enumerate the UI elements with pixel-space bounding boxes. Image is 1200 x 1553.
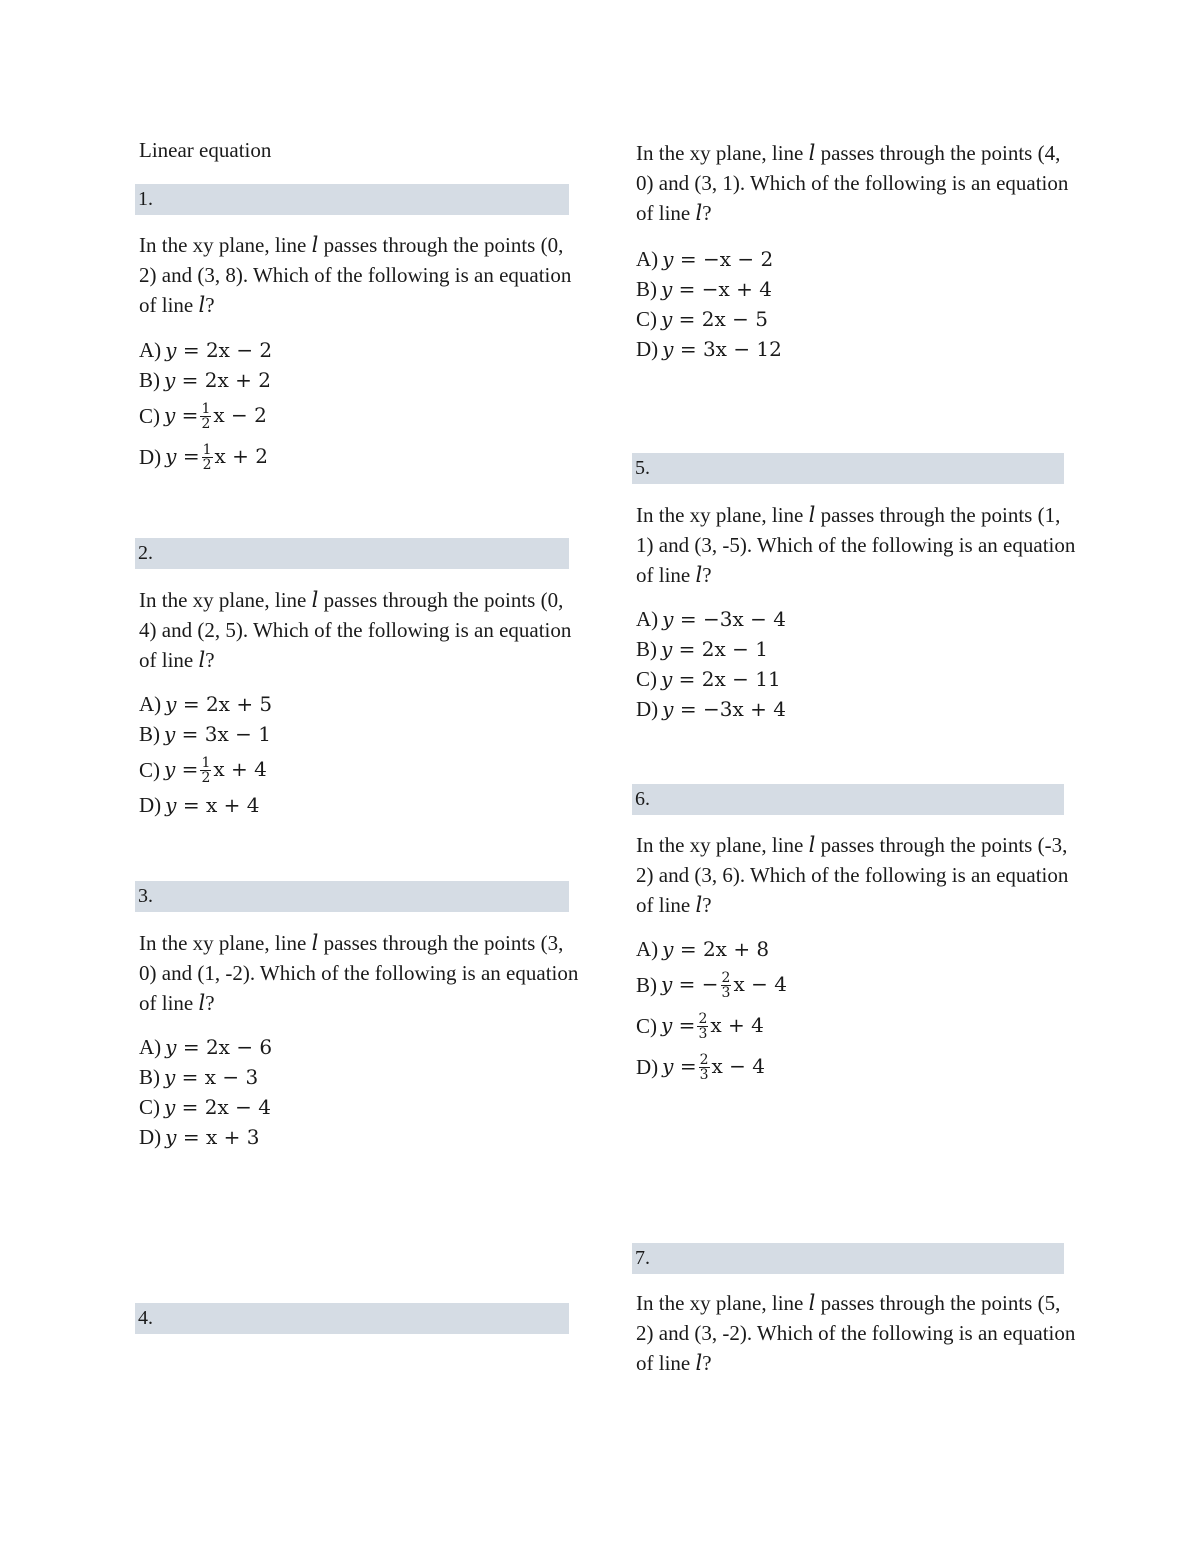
equation-lhs: y	[164, 1065, 176, 1089]
question-text-middle: passes through the points	[815, 503, 1038, 527]
choices-1	[139, 335, 272, 477]
choice-equation	[165, 1122, 259, 1152]
question-number: 1.	[138, 188, 153, 210]
fraction-numerator: 2	[698, 1011, 708, 1027]
choice-label: A)	[636, 247, 659, 271]
choice-label: C)	[636, 1013, 657, 1038]
question-number: 2.	[138, 542, 153, 564]
choice-equation	[662, 1051, 765, 1082]
fraction-numerator: 1	[201, 401, 211, 417]
question-text-2	[139, 585, 579, 675]
choice-equation	[662, 334, 782, 364]
equation-lhs: y	[661, 307, 673, 331]
choice-label: C)	[636, 307, 657, 331]
question-text-4	[636, 138, 1076, 228]
equation-lhs: y	[661, 637, 673, 661]
answer-choice	[139, 1032, 272, 1062]
question-header-5	[632, 453, 1064, 484]
question-text-and: and	[156, 618, 198, 642]
equation-lhs: y	[165, 692, 177, 716]
choice-label: B)	[139, 722, 160, 746]
choice-label: A)	[139, 338, 162, 362]
question-text-prefix: In the xy plane, line	[139, 588, 312, 612]
answer-choice	[636, 664, 786, 694]
question-header-6	[632, 784, 1064, 815]
choice-equation	[165, 790, 259, 820]
choices-6	[636, 934, 787, 1087]
question-text-middle: passes through the points	[318, 233, 541, 257]
choice-equation	[164, 400, 267, 431]
question-text-middle: passes through the points	[318, 588, 541, 612]
fraction-numerator: 2	[721, 970, 731, 986]
answer-choice	[636, 304, 782, 334]
equation-rest: x + 4	[213, 757, 267, 781]
fraction	[202, 443, 213, 472]
question-text-5	[636, 500, 1076, 590]
question-text-prefix: In the xy plane, line	[139, 931, 312, 955]
question-text-prefix: In the xy plane, line	[636, 833, 809, 857]
question-number: 3.	[138, 885, 153, 907]
answer-choice	[139, 749, 272, 790]
line-variable: l	[695, 563, 703, 587]
equation-equals: =	[679, 1054, 697, 1078]
choice-equation	[164, 754, 267, 785]
question-number: 7.	[635, 1247, 650, 1269]
choice-equation	[661, 1010, 764, 1041]
equation-lhs: y	[165, 338, 177, 362]
answer-choice	[139, 689, 272, 719]
question-text-end: ?	[205, 648, 215, 672]
choice-label: D)	[139, 1125, 162, 1149]
question-text-and: and	[156, 961, 198, 985]
fraction	[721, 971, 732, 1000]
equation-lhs: y	[661, 1013, 673, 1037]
question-text-middle: passes through the points	[318, 931, 541, 955]
line-variable: l	[311, 588, 319, 612]
choice-equation	[164, 1062, 258, 1092]
line-variable: l	[198, 648, 206, 672]
line-variable: l	[311, 233, 319, 257]
question-header-7	[632, 1243, 1064, 1274]
equation-rest: x − 2	[213, 403, 267, 427]
question-text-suffix: . Which of the following is an equation of line	[636, 171, 1069, 225]
answer-choice	[636, 934, 787, 964]
choice-equation	[662, 604, 786, 634]
equation-rest: x − 4	[711, 1054, 766, 1078]
choice-equation	[165, 689, 272, 719]
choice-label: A)	[139, 1035, 162, 1059]
equation-rhs: = 2x + 2	[181, 368, 271, 392]
fraction-denominator: 2	[201, 770, 211, 786]
answer-choice	[139, 1092, 272, 1122]
choice-label: B)	[636, 637, 657, 661]
point-1: (1, 1)	[636, 503, 1061, 557]
document-title: Linear equation	[139, 138, 272, 162]
choice-equation	[165, 1032, 272, 1062]
equation-rhs: = 2x − 1	[678, 637, 768, 661]
answer-choice	[139, 395, 272, 436]
choice-label: C)	[636, 667, 657, 691]
fraction-denominator: 3	[721, 985, 731, 1001]
question-text-and: and	[653, 171, 695, 195]
answer-choice	[636, 634, 786, 664]
answer-choice	[636, 1005, 787, 1046]
choice-label: D)	[636, 697, 659, 721]
point-1: (4, 0)	[636, 141, 1061, 195]
line-variable: l	[808, 1291, 816, 1315]
choice-label: C)	[139, 757, 160, 782]
question-text-and: and	[653, 533, 695, 557]
point-2: (3, 6)	[694, 863, 740, 887]
choice-equation	[164, 719, 271, 749]
answer-choice	[636, 604, 786, 634]
equation-rhs: = 2x − 2	[182, 338, 273, 362]
point-2: (3, 8)	[197, 263, 243, 287]
question-text-middle: passes through the points	[815, 141, 1038, 165]
equation-lhs: y	[661, 667, 673, 691]
equation-rhs: = x − 3	[181, 1065, 259, 1089]
answer-choice	[139, 719, 272, 749]
question-header-3	[135, 881, 569, 912]
choice-label: A)	[139, 692, 162, 716]
fraction-numerator: 1	[202, 442, 212, 458]
answer-choice	[636, 694, 786, 724]
fraction-denominator: 3	[699, 1067, 709, 1083]
question-text-suffix: . Which of the following is an equation of line	[139, 961, 579, 1015]
choice-equation	[662, 934, 769, 964]
question-header-4	[135, 1303, 569, 1334]
equation-lhs: y	[165, 793, 177, 817]
equation-lhs: y	[661, 277, 673, 301]
equation-lhs: y	[165, 1125, 177, 1149]
equation-lhs: y	[164, 403, 176, 427]
choice-equation	[165, 441, 268, 472]
question-text-prefix: In the xy plane, line	[636, 141, 809, 165]
choice-equation	[662, 244, 773, 274]
answer-choice	[139, 1122, 272, 1152]
question-text-3	[139, 928, 579, 1018]
choice-label: A)	[636, 937, 659, 961]
line-variable: l	[311, 931, 319, 955]
choice-label: B)	[636, 972, 657, 997]
choice-equation	[661, 664, 781, 694]
choice-equation	[165, 335, 272, 365]
point-2: (1, -2)	[197, 961, 250, 985]
question-number: 5.	[635, 457, 650, 479]
line-variable: l	[198, 293, 206, 317]
fraction-denominator: 3	[698, 1026, 708, 1042]
choice-equation	[661, 634, 768, 664]
question-header-2	[135, 538, 569, 569]
answer-choice	[636, 1046, 787, 1087]
line-variable: l	[808, 141, 816, 165]
answer-choice	[139, 335, 272, 365]
equation-lhs: y	[164, 368, 176, 392]
equation-rest: x + 4	[710, 1013, 764, 1037]
question-text-suffix: . Which of the following is an equation of line	[139, 618, 572, 672]
choice-equation	[164, 1092, 271, 1122]
question-number: 6.	[635, 788, 650, 810]
choice-label: B)	[139, 368, 160, 392]
choice-label: C)	[139, 1095, 160, 1119]
equation-rest: x − 4	[733, 972, 787, 996]
line-variable: l	[198, 991, 206, 1015]
question-text-and: and	[653, 863, 695, 887]
point-1: (0, 2)	[139, 233, 564, 287]
equation-equals: =	[182, 444, 200, 468]
choice-equation	[661, 969, 787, 1000]
equation-equals: =	[678, 1013, 696, 1037]
choice-label: D)	[139, 444, 162, 469]
question-text-end: ?	[702, 1351, 712, 1375]
question-text-suffix: . Which of the following is an equation of line	[636, 863, 1069, 917]
line-variable: l	[695, 1351, 703, 1375]
equation-rhs: = 2x − 4	[181, 1095, 271, 1119]
equation-rhs: = x + 4	[182, 793, 260, 817]
answer-choice	[139, 790, 272, 820]
fraction	[699, 1053, 710, 1082]
choices-4	[636, 244, 782, 364]
choice-label: A)	[636, 607, 659, 631]
choice-equation	[661, 274, 772, 304]
equation-rhs: = −x + 4	[678, 277, 773, 301]
equation-lhs: y	[164, 1095, 176, 1119]
equation-equals: =	[181, 757, 199, 781]
equation-lhs: y	[662, 607, 674, 631]
question-text-prefix: In the xy plane, line	[139, 233, 312, 257]
point-1: (0, 4)	[139, 588, 564, 642]
fraction-numerator: 1	[201, 755, 211, 771]
equation-lhs: y	[165, 444, 177, 468]
question-text-middle: passes through the points	[815, 1291, 1038, 1315]
equation-lhs: y	[164, 757, 176, 781]
point-1: (-3, 2)	[636, 833, 1068, 887]
equation-lhs: y	[661, 972, 673, 996]
point-2: (3, -5)	[694, 533, 747, 557]
question-header-1	[135, 184, 569, 215]
equation-lhs: y	[662, 697, 674, 721]
equation-rhs: = −x − 2	[679, 247, 774, 271]
equation-rhs: = 2x + 5	[182, 692, 273, 716]
equation-rest: x + 2	[214, 444, 269, 468]
question-text-prefix: In the xy plane, line	[636, 503, 809, 527]
question-text-and: and	[156, 263, 198, 287]
question-text-end: ?	[205, 293, 215, 317]
equation-rhs: = −3x + 4	[679, 697, 786, 721]
choice-equation	[662, 694, 786, 724]
line-variable: l	[808, 503, 816, 527]
fraction-denominator: 2	[201, 416, 211, 432]
fraction	[697, 1012, 708, 1041]
equation-equals: =	[181, 403, 199, 427]
question-number: 4.	[138, 1307, 153, 1329]
choices-3	[139, 1032, 272, 1152]
question-text-and: and	[653, 1321, 695, 1345]
equation-rhs: = x + 3	[182, 1125, 260, 1149]
equation-lhs: y	[662, 247, 674, 271]
answer-choice	[636, 334, 782, 364]
question-text-middle: passes through the points	[815, 833, 1038, 857]
equation-rhs: = 2x + 8	[679, 937, 770, 961]
choice-label: D)	[139, 793, 162, 817]
fraction	[200, 756, 211, 785]
answer-choice	[636, 274, 782, 304]
line-variable: l	[808, 833, 816, 857]
question-text-prefix: In the xy plane, line	[636, 1291, 809, 1315]
question-text-6	[636, 830, 1076, 920]
answer-choice	[139, 1062, 272, 1092]
choice-equation	[164, 365, 271, 395]
answer-choice	[139, 436, 272, 477]
choice-label: B)	[139, 1065, 160, 1089]
choice-label: B)	[636, 277, 657, 301]
line-variable: l	[695, 201, 703, 225]
equation-rhs: = −3x − 4	[679, 607, 786, 631]
question-text-end: ?	[702, 201, 712, 225]
equation-lhs: y	[165, 1035, 177, 1059]
question-text-7	[636, 1288, 1076, 1378]
equation-rhs: = 3x − 1	[181, 722, 271, 746]
choice-label: D)	[636, 1054, 659, 1079]
equation-lhs: y	[662, 1054, 674, 1078]
choices-5	[636, 604, 786, 724]
equation-lhs: y	[164, 722, 176, 746]
point-2: (3, -2)	[694, 1321, 747, 1345]
equation-rhs: = 2x − 5	[678, 307, 768, 331]
line-variable: l	[695, 893, 703, 917]
equation-lhs: y	[662, 337, 674, 361]
fraction	[200, 402, 211, 431]
question-text-end: ?	[702, 893, 712, 917]
point-1: (5, 2)	[636, 1291, 1061, 1345]
question-text-suffix: . Which of the following is an equation of line	[636, 533, 1076, 587]
choice-equation	[661, 304, 768, 334]
equation-rhs: = 2x − 11	[678, 667, 781, 691]
choice-label: D)	[636, 337, 659, 361]
answer-choice	[139, 365, 272, 395]
question-text-suffix: . Which of the following is an equation of line	[636, 1321, 1076, 1375]
point-1: (3, 0)	[139, 931, 564, 985]
question-text-suffix: . Which of the following is an equation of line	[139, 263, 572, 317]
fraction-numerator: 2	[699, 1052, 709, 1068]
point-2: (3, 1)	[694, 171, 740, 195]
fraction-denominator: 2	[202, 457, 212, 473]
answer-choice	[636, 964, 787, 1005]
equation-rhs: = 3x − 12	[679, 337, 782, 361]
question-text-1	[139, 230, 579, 320]
equation-rhs: = 2x − 6	[182, 1035, 273, 1059]
question-text-end: ?	[205, 991, 215, 1015]
choice-label: C)	[139, 403, 160, 428]
choices-2	[139, 689, 272, 820]
equation-lhs: y	[662, 937, 674, 961]
question-text-end: ?	[702, 563, 712, 587]
equation-equals: = −	[678, 972, 719, 996]
answer-choice	[636, 244, 782, 274]
point-2: (2, 5)	[197, 618, 243, 642]
